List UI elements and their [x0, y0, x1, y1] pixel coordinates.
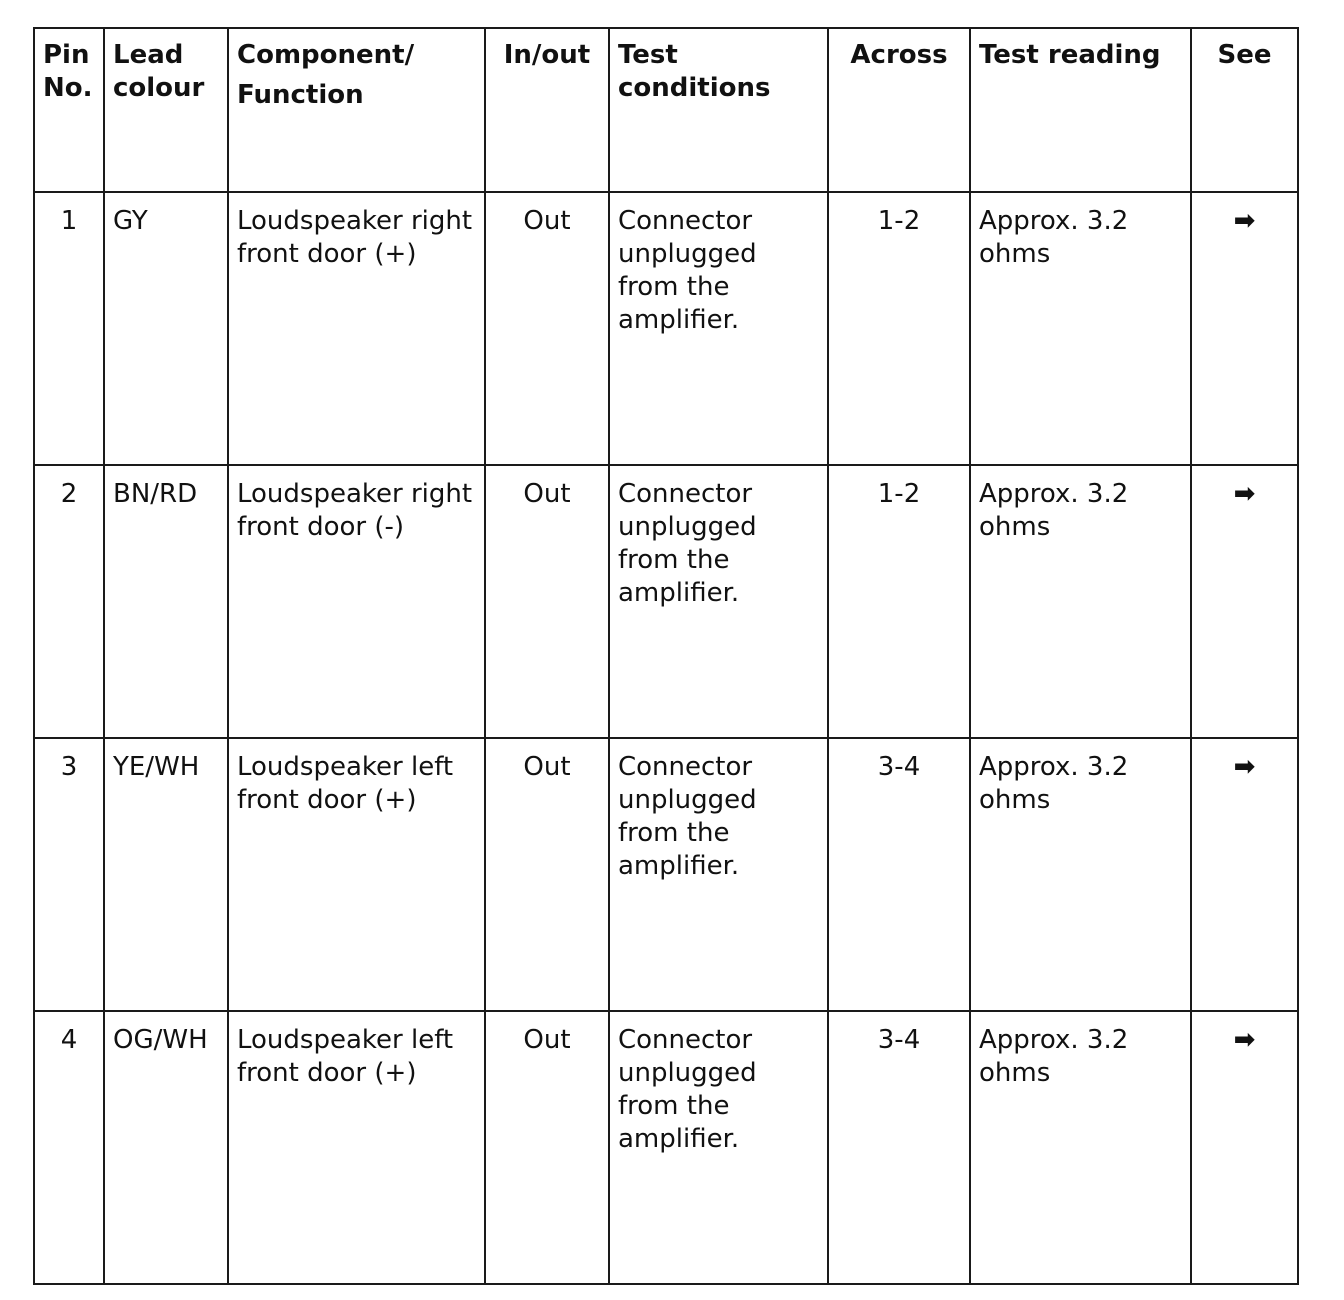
in-out-cell: Out	[485, 192, 609, 465]
see-cell[interactable]	[1191, 192, 1298, 465]
table-row	[34, 465, 1298, 738]
lead-colour-cell: OG/WH	[104, 1011, 228, 1284]
see-cell[interactable]	[1191, 465, 1298, 738]
in-out-cell: Out	[485, 465, 609, 738]
header-component-line2: Function	[237, 80, 364, 110]
header-pin-line2: No.	[43, 73, 93, 103]
pin-no-cell: 3	[34, 738, 104, 1011]
right-arrow-icon[interactable]: ➡	[1233, 479, 1256, 509]
header-test-conditions	[609, 28, 828, 192]
across-cell: 1-2	[828, 192, 970, 465]
header-see-label: See	[1217, 40, 1272, 70]
header-inout-label: In/out	[503, 40, 591, 70]
right-arrow-icon[interactable]: ➡	[1233, 752, 1256, 782]
test-reading-cell: Approx. 3.2 ohms	[970, 738, 1191, 1011]
header-lead-colour	[104, 28, 228, 192]
header-across	[828, 28, 970, 192]
test-conditions-cell: Connector unplugged from the amplifier.	[609, 192, 828, 465]
header-component-line1: Component/	[237, 40, 415, 70]
header-reading-label: Test reading	[979, 40, 1161, 70]
header-in-out	[485, 28, 609, 192]
header-test-line2: conditions	[618, 73, 771, 103]
header-pin-line1: Pin	[43, 40, 90, 70]
across-cell: 3-4	[828, 1011, 970, 1284]
function-cell: Loudspeaker right front door (+)	[228, 192, 485, 465]
header-lead-line2: colour	[113, 73, 205, 103]
lead-colour-cell: GY	[104, 192, 228, 465]
table-row	[34, 192, 1298, 465]
test-conditions-cell: Connector unplugged from the amplifier.	[609, 738, 828, 1011]
header-see	[1191, 28, 1298, 192]
right-arrow-icon[interactable]: ➡	[1233, 206, 1256, 236]
function-cell: Loudspeaker left front door (+)	[228, 738, 485, 1011]
test-conditions-cell: Connector unplugged from the amplifier.	[609, 1011, 828, 1284]
header-test-reading	[970, 28, 1191, 192]
lead-colour-cell: BN/RD	[104, 465, 228, 738]
test-reading-cell: Approx. 3.2 ohms	[970, 192, 1191, 465]
table-row	[34, 738, 1298, 1011]
table-row	[34, 1011, 1298, 1284]
header-row	[34, 28, 1298, 192]
pin-assignment-table	[33, 27, 1299, 1285]
test-reading-cell: Approx. 3.2 ohms	[970, 465, 1191, 738]
lead-colour-cell: YE/WH	[104, 738, 228, 1011]
in-out-cell: Out	[485, 1011, 609, 1284]
test-reading-cell: Approx. 3.2 ohms	[970, 1011, 1191, 1284]
header-test-line1: Test	[618, 40, 678, 70]
see-cell[interactable]	[1191, 738, 1298, 1011]
header-pin-no	[34, 28, 104, 192]
header-component-function	[228, 28, 485, 192]
test-conditions-cell: Connector unplugged from the amplifier.	[609, 465, 828, 738]
pin-no-cell: 1	[34, 192, 104, 465]
in-out-cell: Out	[485, 738, 609, 1011]
pin-no-cell: 2	[34, 465, 104, 738]
header-across-label: Across	[850, 40, 948, 70]
right-arrow-icon[interactable]: ➡	[1233, 1025, 1256, 1055]
pin-no-cell: 4	[34, 1011, 104, 1284]
across-cell: 3-4	[828, 738, 970, 1011]
across-cell: 1-2	[828, 465, 970, 738]
header-lead-line1: Lead	[113, 40, 184, 70]
see-cell[interactable]	[1191, 1011, 1298, 1284]
function-cell: Loudspeaker right front door (-)	[228, 465, 485, 738]
function-cell: Loudspeaker left front door (+)	[228, 1011, 485, 1284]
